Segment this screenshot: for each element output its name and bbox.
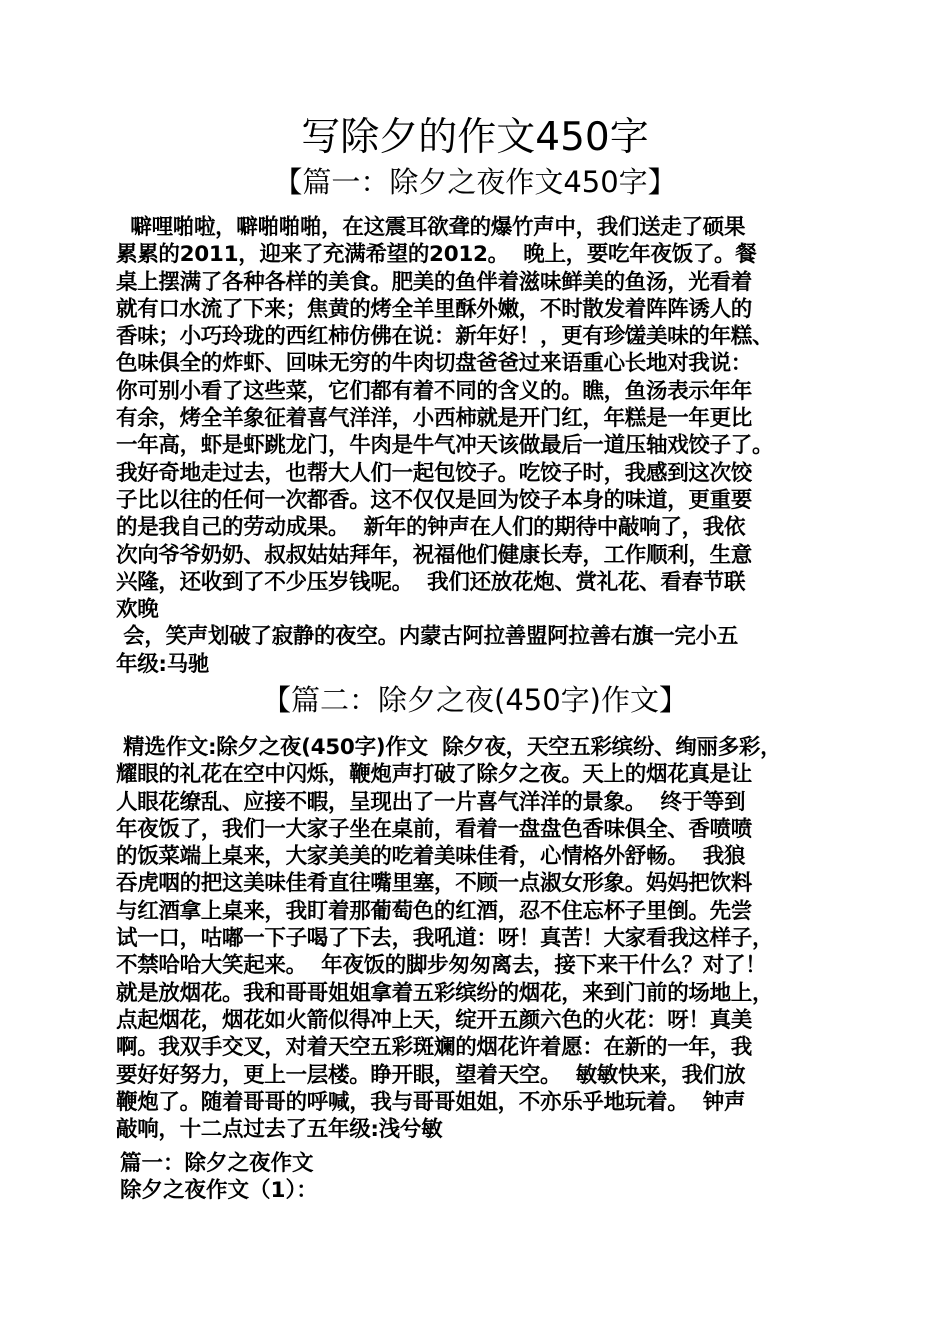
section-1-text-line: 你可别小看了这些菜，它们都有着不同的含义的。瞧，鱼汤表示年年: [116, 378, 753, 404]
section-2-text-line: 敲响，十二点过去了五年级:浅兮敏: [116, 1117, 443, 1143]
section-1-text-line: 色味俱全的炸虾、回味无穷的牛肉切盘爸爸过来语重心长地对我说：: [116, 351, 753, 377]
section-2-text-line: 年夜饭了，我们一大家子坐在桌前，看着一盘盘色香味俱全、香喷喷: [116, 816, 753, 842]
section-2-text-line: 精选作文:除夕之夜(450字)作文 除夕夜，天空五彩缤纷、绚丽多彩，: [116, 735, 782, 760]
section-1-text-line: 会，笑声划破了寂静的夜空。内蒙古阿拉善盟阿拉善右旗一完小五: [116, 624, 738, 650]
section-1-text-line: 有余，烤全羊象征着喜气洋洋，小西柿就是开门红，年糕是一年更比: [116, 406, 753, 432]
section-1-text-line: 就有口水流了下来；焦黄的烤全羊里酥外嫩，不时散发着阵阵诱人的: [116, 296, 753, 322]
section-2-body: [116, 734, 846, 1143]
section-2-text-line: 人眼花缭乱、应接不暇，呈现出了一片喜气洋洋的景象。 终于等到: [116, 789, 746, 815]
section-1-text-line: 欢晚: [116, 597, 159, 623]
section-2-text-line: 鞭炮了。随着哥哥的呼喊，我与哥哥姐姐，不亦乐乎地玩着。 钟声: [116, 1089, 746, 1115]
section-1-text-line: 兴隆，还收到了不少压岁钱呢。 我们还放花炮、赏礼花、看春节联: [116, 569, 746, 595]
section-2-text-line: 啊。我双手交叉，对着天空五彩斑斓的烟花许着愿：在新的一年，我: [116, 1035, 753, 1061]
section-2-heading: 【篇二：除夕之夜(450字)作文】: [262, 683, 688, 717]
section-2-text-line: 就是放烟花。我和哥哥姐姐拿着五彩缤纷的烟花，来到门前的场地上，: [116, 980, 774, 1006]
section-1-body: [116, 214, 846, 678]
section-1-text-line: 累累的2011，迎来了充满希望的2012。 晚上，要吃年夜饭了。餐: [116, 242, 757, 268]
section-2-text-line: 试一口，咕嘟一下子喝了下去，我吼道：呀！真苦！大家看我这样子，: [116, 926, 774, 952]
section-1-text-line: 香味；小巧玲珑的西红柿仿佛在说：新年好！，更有珍馐美味的年糕、: [116, 324, 774, 350]
section-2-text-line: 要好好努力，更上一层楼。睁开眼，望着天空。 敏敏快来，我们放: [116, 1062, 746, 1088]
section-1-text-line: 一年高，虾是虾跳龙门，牛肉是牛气冲天该做最后一道压轴戏饺子了。: [116, 433, 774, 459]
section-1-text-line: 桌上摆满了各种各样的美食。肥美的鱼伴着滋味鲜美的鱼汤，光看着: [116, 269, 753, 295]
section-1-text-line: 年级:马驰: [116, 651, 210, 677]
section-2-text-line: 不禁哈哈大笑起来。 年夜饭的脚步匆匆离去，接下来干什么？对了！: [116, 953, 767, 979]
trailing-heading: 篇一：除夕之夜作文: [120, 1151, 314, 1176]
section-1-text-line: 噼哩啪啦，噼啪啪啪，在这震耳欲聋的爆竹声中，我们送走了硕果: [116, 215, 746, 240]
section-2-text-line: 耀眼的礼花在空中闪烁，鞭炮声打破了除夕之夜。天上的烟花真是让: [116, 762, 753, 788]
section-2-text-line: 的饭菜端上桌来，大家美美的吃着美味佳肴，心情格外舒畅。 我狼: [116, 844, 746, 870]
section-2-text-line: 点起烟花，烟花如火箭似得冲上天，绽开五颜六色的火花：呀！真美: [116, 1007, 753, 1033]
section-2-text-line: 与红酒拿上桌来，我盯着那葡萄色的红酒，忍不住忘杯子里倒。先尝: [116, 898, 753, 924]
section-1-text-line: 次向爷爷奶奶、叔叔姑姑拜年，祝福他们健康长寿，工作顺利，生意: [116, 542, 753, 568]
trailing-subheading: 除夕之夜作文（1）：: [120, 1178, 318, 1203]
section-1-heading: 【篇一：除夕之夜作文450字】: [273, 165, 677, 199]
section-1-text-line: 子比以往的任何一次都香。这不仅仅是回为饺子本身的味道，更重要: [116, 487, 753, 513]
section-2-text-line: 吞虎咽的把这美味佳肴直往嘴里塞，不顾一点淑女形象。妈妈把饮料: [116, 871, 753, 897]
section-1-text-line: 的是我自己的劳动成果。 新年的钟声在人们的期待中敲响了，我依: [116, 515, 746, 541]
section-1-text-line: 我好奇地走过去，也帮大人们一起包饺子。吃饺子时，我感到这次饺: [116, 460, 753, 486]
document-title: 写除夕的作文450字: [301, 115, 649, 160]
